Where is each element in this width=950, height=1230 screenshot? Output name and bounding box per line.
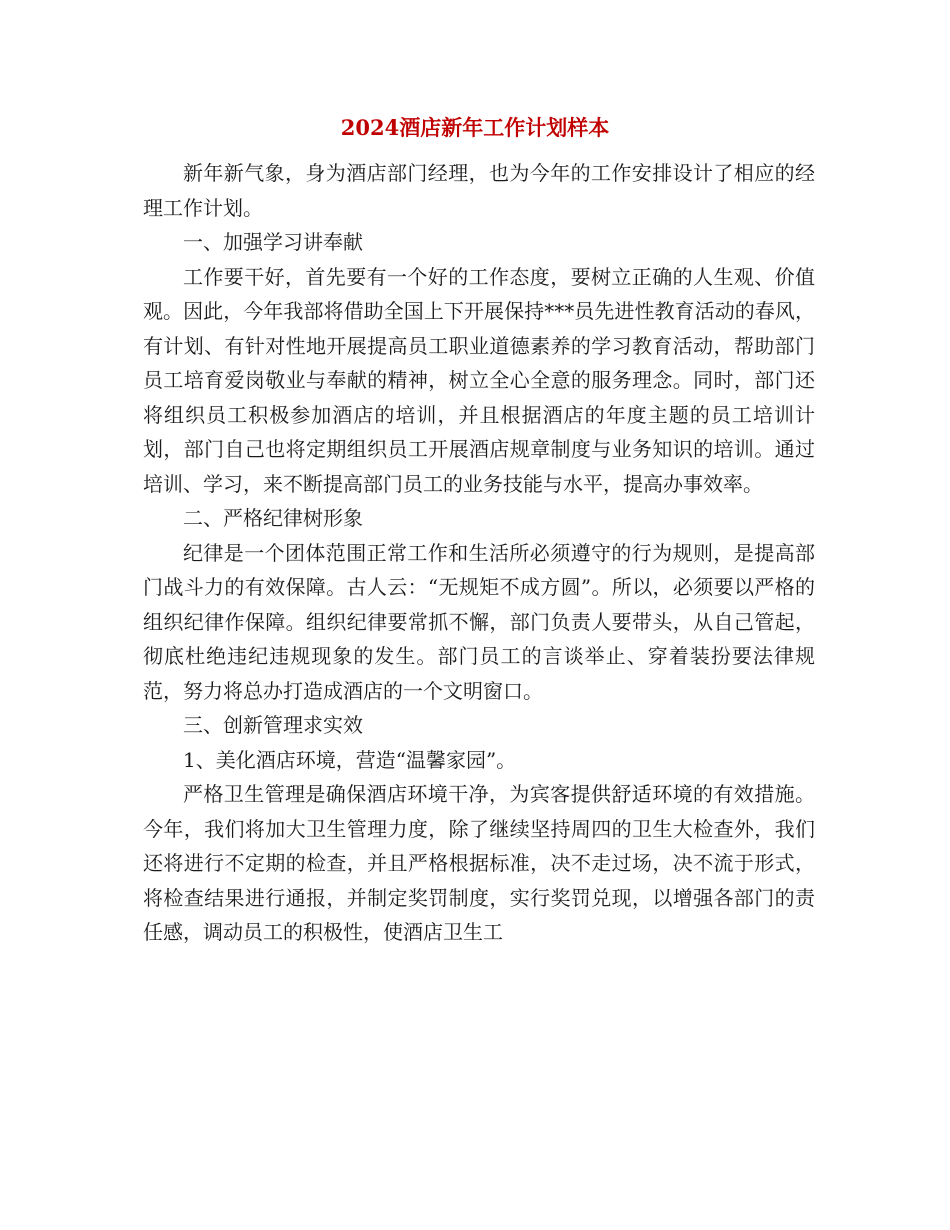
section-heading-1: 一、加强学习讲奉献 xyxy=(183,230,363,254)
intro-paragraph: 新年新气象，身为酒店部门经理，也为今年的工作安排设计了相应的经理工作计划。 xyxy=(143,161,815,220)
sub-heading-1: 1、美化酒店环境，营造“温馨家园”。 xyxy=(183,747,517,772)
document-body xyxy=(143,156,815,950)
body-paragraph: 纪律是一个团体范围正常工作和生活所必须遵守的行为规则，是提高部门战斗力的有效保障。古人云：“无规矩不成方圆”。所以，必须要以严格的组织纪律作保障。组织纪律要常抓不懈，部门负责人要带头，从自己管起，彻底杜绝违纪违规现象的发生。部门员工的言谈举止、穿着装扮要法律规范，努力将总办打造成酒店的一个文明窗口。 xyxy=(143,540,815,703)
section-heading-3: 三、创新管理求实效 xyxy=(183,713,363,737)
document-title: 2024酒店新年工作计划样本 xyxy=(340,115,610,140)
body-paragraph: 严格卫生管理是确保酒店环境干净，为宾客提供舒适环境的有效措施。今年，我们将加大卫生管理力度，除了继续坚持周四的卫生大检查外，我们还将进行不定期的检查，并且严格根据标准，决不走过场，决不流于形式，将检查结果进行通报，并制定奖罚制度，实行奖罚兑现，以增强各部门的责任感，调动员工的积极性，使酒店卫生工 xyxy=(143,782,815,944)
body-paragraph: 工作要干好，首先要有一个好的工作态度，要树立正确的人生观、价值观。因此，今年我部将借助全国上下开展保持***员先进性教育活动的春风，有计划、有针对性地开展提高员工职业道德素养的学习教育活动，帮助部门员工培育爱岗敬业与奉献的精神，树立全心全意的服务理念。同时，部门还将组织员工积极参加酒店的培训，并且根据酒店的年度主题的员工培训计划，部门自己也将定期组织员工开展酒店规章制度与业务知识的培训。通过培训、学习，来不断提高部门员工的业务技能与水平，提高办事效率。 xyxy=(143,264,815,496)
section-heading-2: 二、严格纪律树形象 xyxy=(183,506,363,530)
